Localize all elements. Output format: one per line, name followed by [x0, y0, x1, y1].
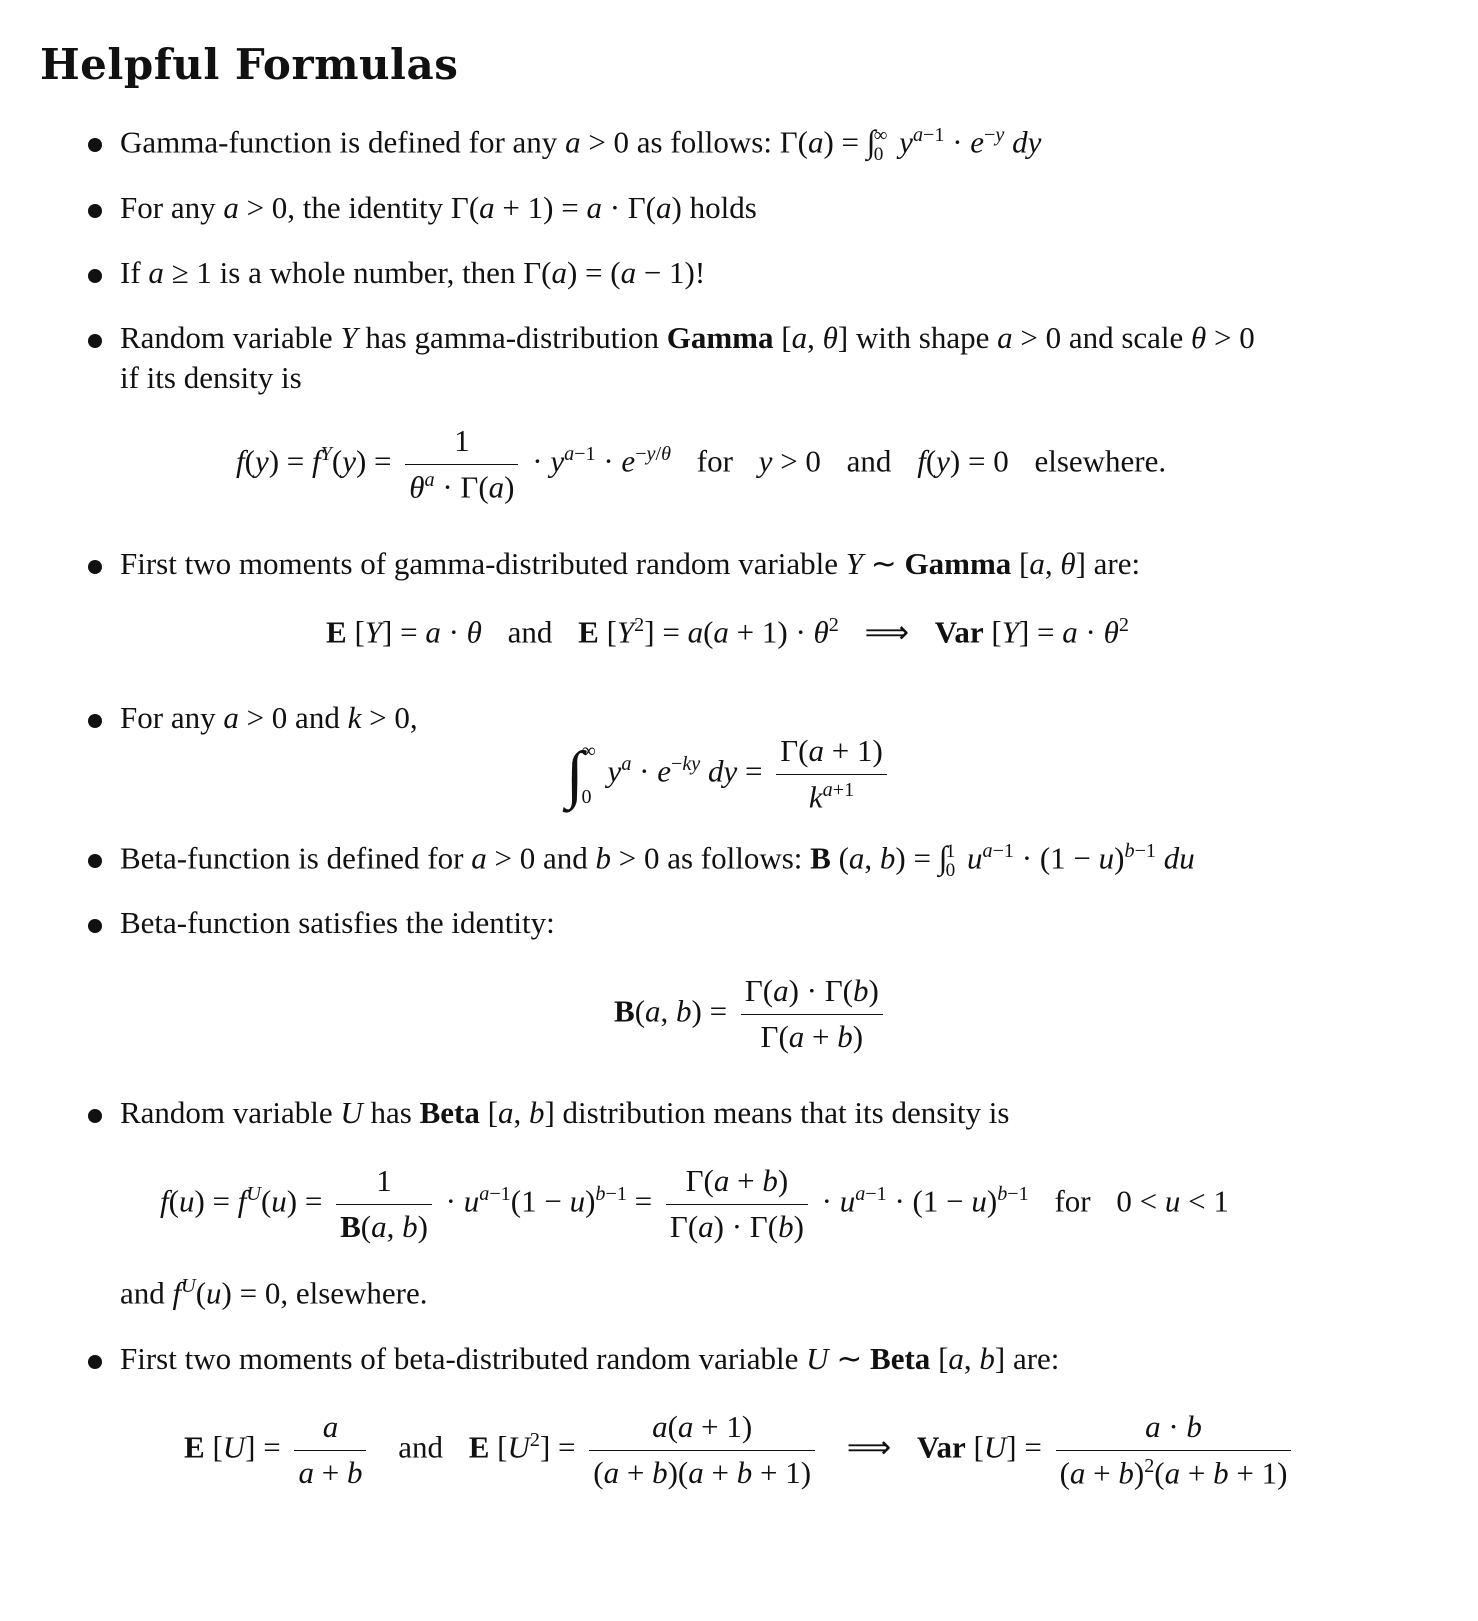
bullet [88, 854, 102, 868]
list-item: If a ≥ 1 is a whole number, then Γ(a) = (a − 1)! [120, 255, 706, 290]
bullet [88, 714, 102, 728]
beta-identity-formula: B(a, b) = $\frac{\Gamma(a) \cdot \Gamma(b)}{\Gamma(a + b)}$ [614, 972, 889, 1057]
bullet [88, 560, 102, 574]
list-item: Beta-function is defined for a > 0 and b > 0 as follows: B (a, b) = ∫ 1 0 $u^{a-1} \cdot (1 - u)^{b-1}$ du [120, 840, 1195, 882]
bullet [88, 1355, 102, 1369]
list-item-continuation: if its density is [120, 360, 302, 395]
list-item: Random variable U has Beta [a, b] distribution means that its density is [120, 1095, 1010, 1130]
bullet [88, 138, 102, 152]
bullet [88, 269, 102, 283]
page-title: Helpful Formulas [40, 40, 459, 89]
list-item: For any a > 0 and k > 0, [120, 700, 418, 735]
list-item: First two moments of gamma-distributed random variable Y ∼ Gamma [a, θ] are: [120, 546, 1141, 581]
gamma-moments-formula: E [Y] = a · θ and E $[Y^2] = a(a + 1) \cdot \theta^2$ ⟹ Var $[Y] = a \cdot \theta^2$ [326, 614, 1129, 650]
beta-moments-formula: E [U] = $\frac{a}{a + b}$ and E $[U^2]$ = $\frac{a(a + 1)}{(a + b)(a + b + 1)}$ ⟹ Var [U] = $\frac{a \cdot b}{(a + b)^2(a + b + 1)}$ [184, 1408, 1297, 1493]
list-item: First two moments of beta-distributed random variable U ∼ Beta [a, b] are: [120, 1341, 1060, 1376]
list-item: Gamma-function is defined for any a > 0 as follows: Γ(a) = ∫ ∞ 0 $y^{a-1} \cdot e^{-y}$ dy [120, 124, 1042, 166]
gamma-density-formula: $f(y) = f^Y(y)$ = $\frac{1}{\theta^a \cdot \Gamma(a)}$ · $y^{a-1} \cdot e^{-y/\theta}$ for y > 0 and f(y) = 0 elsewhere. [236, 423, 1167, 505]
list-item: Beta-function satisfies the identity: [120, 905, 555, 940]
beta-density-formula: $f(u) = f^U(u)$ = $\frac{1}{B(a, b)}$ · $u^{a-1}(1 - u)^{b-1}$ = $\frac{\Gamma(a + b)}{\Gamma(a) \cdot \Gamma(b)}$ · $u^{a-1} \cdot (1 - u)^{b-1}$ for 0 < u < 1 [160, 1163, 1229, 1244]
bullet [88, 204, 102, 218]
bullet [88, 1109, 102, 1123]
list-item-continuation: and $f^U(u) = 0$, elsewhere. [120, 1275, 428, 1311]
list-item: For any a > 0, the identity Γ(a + 1) = a · Γ(a) holds [120, 190, 757, 225]
gamma-integral-formula: ∫ ∞ 0 $y^a \cdot e^{-ky}$ dy = $\frac{\Gamma(a + 1)}{k^{a+1}}$ [566, 732, 893, 817]
bullet [88, 334, 102, 348]
bullet [88, 919, 102, 933]
list-item: Random variable Y has gamma-distribution Gamma [a, θ] with shape a > 0 and scale θ > 0 [120, 320, 1255, 355]
